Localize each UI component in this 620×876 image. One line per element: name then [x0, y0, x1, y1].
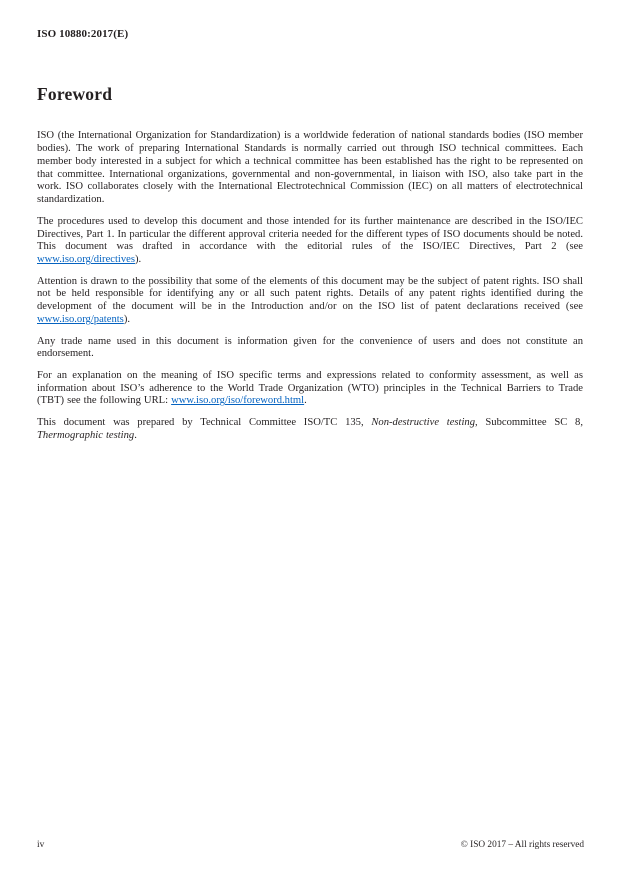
paragraph-text: ). — [123, 314, 130, 326]
paragraph — [37, 216, 583, 267]
paragraph-text: ISO (the International Organization for Standardization) is a worldwide federation of national standards bodies (ISO member bodies). The work of preparing International Standards is normally carried out through ISO technical committees. Each member body interested in a subject for which a technical committee has been established has the right to be represented on that committee. International organizations, governmental and non-governmental, in liaison with ISO, also take part in the work. ISO collaborates closely with the International Electrotechnical Commission (IEC) on all matters of electrotechnical standardization. — [37, 130, 583, 206]
paragraph-text: , Subcommittee SC 8, — [475, 416, 583, 428]
paragraph-text: Any trade name used in this document is information given for the convenience of users and does not constitute an endorsement. — [37, 335, 583, 360]
paragraph-text: This document was prepared by Technical Committee ISO/TC 135, — [37, 416, 372, 428]
paragraph — [37, 417, 583, 443]
paragraph-text: The procedures used to develop this document and those intended for its further maintenance are described in the ISO/IEC Directives, Part 1. In particular the different approval criteria needed for the different types of ISO documents should be noted. This document was drafted in accordance with the editorial rules of the ISO/IEC Directives, Part 2 (see — [37, 215, 583, 253]
italic-text: Thermographic testing — [37, 429, 135, 441]
paragraph — [37, 276, 583, 327]
italic-text: Non-destructive testing — [371, 416, 476, 428]
paragraph-text: . — [304, 395, 307, 407]
paragraph — [37, 336, 583, 362]
paragraph-text: Attention is drawn to the possibility that some of the elements of this document may be the subject of patent rights. ISO shall not be held responsible for identifying any or all such patent rights. Details of any patent rights identified during the development of the document will be in the Introduction and/or on the ISO list of patent declarations received (see — [37, 275, 583, 313]
paragraph-text: For an explanation on the meaning of ISO specific terms and expressions related to conformity assessment, as well as information about ISO’s adherence to the World Trade Organization (WTO) principles in the Technical Barriers to Trade (TBT) see the following URL: — [37, 369, 583, 407]
link-iso-patents[interactable]: www.iso.org/patents — [37, 314, 124, 326]
link-iso-directives[interactable]: www.iso.org/directives — [37, 254, 135, 266]
paragraph — [37, 370, 583, 409]
document-footer — [37, 840, 584, 850]
paragraph-text: . — [134, 429, 137, 441]
page-title: Foreword — [37, 84, 113, 104]
copyright-notice: © ISO 2017 – All rights reserved — [460, 840, 584, 850]
page-number: iv — [37, 840, 45, 850]
document-body — [37, 130, 583, 443]
link-iso-foreword[interactable]: www.iso.org/iso/foreword.html — [171, 395, 305, 407]
paragraph — [37, 130, 583, 207]
paragraph-text: ). — [134, 254, 142, 266]
document-reference-header: ISO 10880:2017(E) — [37, 28, 129, 40]
